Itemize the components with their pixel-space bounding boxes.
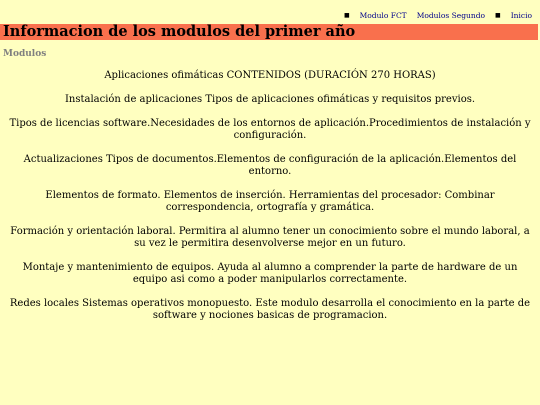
nav-link-inicio[interactable]: Inicio (510, 11, 532, 20)
paragraph: Actualizaciones Tipos de documentos.Elementos de configuración de la aplicación.Elementos del entorno. (23, 154, 517, 177)
paragraph: Redes locales Sistemas operativos monopuesto. Este modulo desarrolla el conocimiento en la parte de software y nociones basicas de programacion. (9, 298, 531, 321)
paragraph: Aplicaciones ofimáticas CONTENIDOS (DURACIÓN 270 HORAS) (104, 70, 436, 81)
top-navigation (344, 11, 532, 21)
paragraph: Montaje y mantenimiento de equipos. Ayuda al alumno a comprender la parte de hardware de un equipo asi como a poder manipularlos correctamente. (22, 262, 518, 285)
paragraph: Tipos de licencias software.Necesidades de los entornos de aplicación.Procedimientos de instalación y configuración. (9, 118, 531, 141)
nav-item-modulo-fct (344, 11, 417, 21)
bullet-icon: ■ (495, 12, 501, 19)
nav-item-modulos-segundo (417, 11, 511, 21)
paragraph: Instalación de aplicaciones Tipos de aplicaciones ofimáticas y requisitos previos. (64, 94, 476, 105)
paragraph: Formación y orientación laboral. Permitira al alumno tener un conocimiento sobre el mundo laboral, a su vez le permitira desenvolverse mejor en un futuro. (10, 226, 530, 249)
content-area (8, 70, 532, 334)
paragraph: Elementos de formato. Elementos de inserción. Herramientas del procesador: Combinar correspondencia, ortografía y gramática. (45, 190, 495, 213)
page-title: Informacion de los modulos del primer año (0, 24, 538, 40)
nav-link-modulo-fct[interactable]: Modulo FCT (359, 11, 407, 20)
nav-item-inicio (511, 11, 532, 21)
nav-link-modulos-segundo[interactable]: Modulos Segundo (416, 11, 486, 20)
bullet-icon: ■ (343, 12, 350, 19)
section-heading: Modulos (3, 49, 47, 59)
